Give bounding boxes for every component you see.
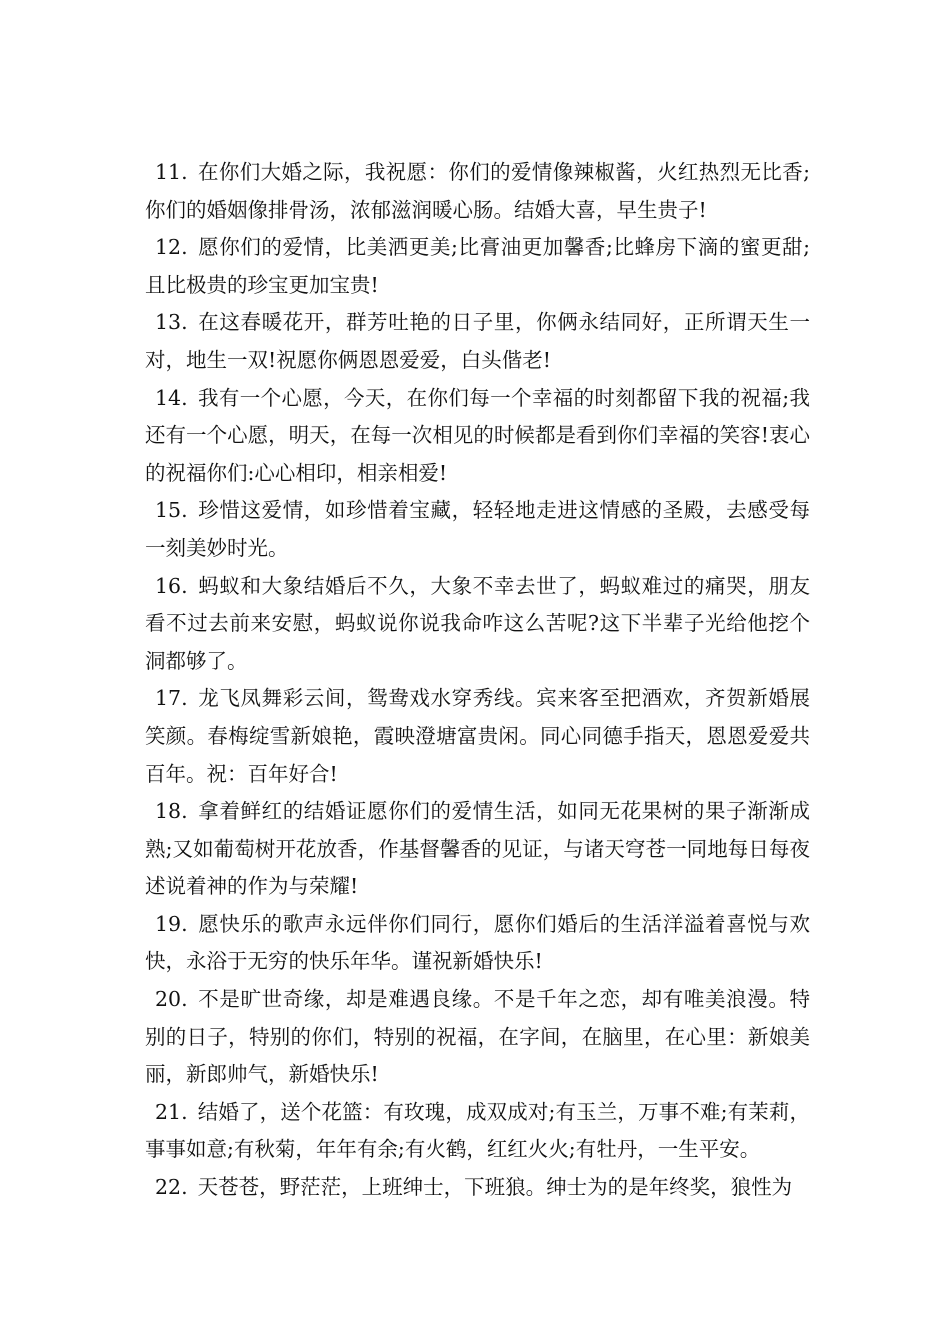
- paragraph-number: 13.: [155, 310, 188, 335]
- paragraph-text: 蚂蚁和大象结婚后不久，大象不幸去世了，蚂蚁难过的痛哭，朋友看不过去前来安慰，蚂蚁说你说我命咋这么苦呢?这下半辈子光给他挖个洞都够了。: [145, 573, 810, 673]
- paragraph-number: 18.: [155, 799, 188, 824]
- paragraph-12: [145, 229, 810, 304]
- paragraph-text: 在这春暖花开，群芳吐艳的日子里，你俩永结同好，正所谓天生一对，地生一双!祝愿你俩恩恩爱爱，白头偕老!: [145, 310, 810, 372]
- paragraph-number: 14.: [155, 385, 188, 410]
- paragraph-number: 22.: [155, 1175, 188, 1200]
- paragraph-number: 16.: [155, 573, 188, 598]
- paragraph-number: 19.: [155, 911, 188, 936]
- paragraph-number: 12.: [155, 235, 188, 260]
- paragraph-21: [145, 1094, 810, 1169]
- paragraph-number: 17.: [155, 686, 188, 711]
- paragraph-text: 天苍苍，野茫茫，上班绅士，下班狼。绅士为的是年终奖，狼性为: [197, 1175, 793, 1200]
- paragraph-number: 11.: [155, 160, 188, 184]
- paragraph-13: [145, 304, 810, 379]
- paragraph-text: 不是旷世奇缘，却是难遇良缘。不是千年之恋，却有唯美浪漫。特别的日子，特别的你们，特别的祝福，在字间，在脑里，在心里：新娘美丽，新郎帅气，新婚快乐!: [145, 987, 810, 1087]
- paragraph-17: [145, 680, 810, 793]
- paragraph-15: [145, 492, 810, 567]
- paragraph-text: 愿快乐的歌声永远伴你们同行，愿你们婚后的生活洋溢着喜悦与欢快，永浴于无穷的快乐年华。谨祝新婚快乐!: [145, 911, 810, 974]
- paragraph-text: 我有一个心愿，今天，在你们每一个幸福的时刻都留下我的祝福;我还有一个心愿，明天，在每一次相见的时候都是看到你们幸福的笑容!衷心的祝福你们:心心相印，相亲相爱!: [145, 385, 810, 485]
- paragraph-20: [145, 981, 810, 1094]
- paragraph-22: [145, 1169, 810, 1207]
- paragraph-text: 珍惜这爱情，如珍惜着宝藏，轻轻地走进这情感的圣殿，去感受每一刻美妙时光。: [145, 498, 810, 560]
- paragraph-text: 在你们大婚之际，我祝愿：你们的爱情像辣椒酱，火红热烈无比香;你们的婚姻像排骨汤，浓郁滋润暖心肠。结婚大喜，早生贵子!: [145, 160, 810, 222]
- paragraph-number: 21.: [155, 1099, 188, 1124]
- paragraph-text: 龙飞凤舞彩云间，鸳鸯戏水穿秀线。宾来客至把酒欢，齐贺新婚展笑颜。春梅绽雪新娘艳，霞映澄塘富贵闲。同心同德手指天，恩恩爱爱共百年。祝：百年好合!: [145, 686, 810, 786]
- paragraph-14: [145, 380, 810, 493]
- paragraph-text: 拿着鲜红的结婚证愿你们的爱情生活，如同无花果树的果子渐渐成熟;又如葡萄树开花放香，作基督馨香的见证，与诸天穹苍一同地每日每夜述说着神的作为与荣耀!: [145, 799, 810, 899]
- paragraph-16: [145, 568, 810, 681]
- paragraph-number: 20.: [155, 987, 188, 1012]
- paragraph-text: 结婚了，送个花篮：有玫瑰，成双成对;有玉兰，万事不难;有茉莉，事事如意;有秋菊，年年有余;有火鹤，红红火火;有牡丹，一生平安。: [145, 1099, 810, 1162]
- paragraph-11: [145, 154, 810, 229]
- paragraph-18: [145, 793, 810, 906]
- paragraph-text: 愿你们的爱情，比美洒更美;比膏油更加馨香;比蜂房下滴的蜜更甜;且比极贵的珍宝更加宝贵!: [145, 235, 810, 297]
- paragraph-19: [145, 906, 810, 981]
- document-body: [145, 154, 810, 1207]
- paragraph-number: 15.: [155, 498, 188, 523]
